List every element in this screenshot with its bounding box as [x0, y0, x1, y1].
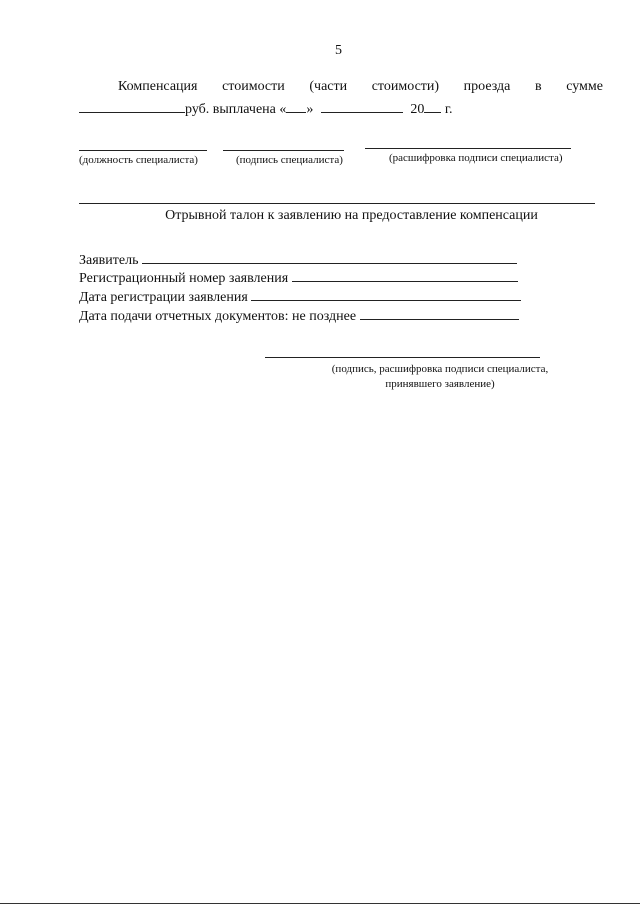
caption-signature: (подпись специалиста): [236, 154, 343, 166]
applicant-label: Заявитель: [79, 253, 139, 268]
word: сумме: [566, 79, 603, 94]
receiver-signature-line[interactable]: [265, 357, 540, 358]
word: стоимости: [222, 79, 285, 94]
report-docs-deadline-label: Дата подачи отчетных документов: не позднее: [79, 309, 357, 324]
position-signature-line[interactable]: [79, 150, 207, 151]
word: проезда: [463, 79, 511, 94]
report-docs-deadline-blank[interactable]: [360, 307, 519, 320]
rub-paid-label: руб. выплачена «: [185, 102, 287, 117]
receiver-caption-line-2: принявшего заявление): [385, 378, 495, 390]
quote-close: »: [306, 102, 314, 117]
year-suffix: г.: [444, 102, 453, 117]
word: Компенсация: [118, 79, 198, 94]
receiver-caption-line-1: (подпись, расшифровка подписи специалиста,: [331, 363, 549, 375]
compensation-line-2: [79, 100, 453, 118]
applicant-blank[interactable]: [142, 251, 517, 264]
tear-off-separator: [79, 203, 595, 204]
tear-off-title: Отрывной талон к заявлению на предоставление компенсации: [165, 208, 538, 223]
registration-date-blank[interactable]: [251, 288, 521, 301]
registration-number-label: Регистрационный номер заявления: [79, 271, 289, 286]
compensation-line-1: [118, 79, 603, 95]
day-blank[interactable]: [286, 100, 306, 113]
word: (части: [309, 79, 348, 94]
amount-blank[interactable]: [79, 100, 185, 113]
decoding-signature-line[interactable]: [365, 148, 571, 149]
page-number: 5: [335, 43, 342, 58]
applicant-field: [79, 251, 517, 269]
registration-date-label: Дата регистрации заявления: [79, 290, 248, 305]
registration-date-field: [79, 288, 521, 306]
registration-number-field: [79, 269, 518, 287]
word: стоимости): [371, 79, 440, 94]
word: в: [534, 79, 542, 94]
caption-position: (должность специалиста): [79, 154, 198, 166]
month-blank[interactable]: [321, 100, 403, 113]
registration-number-blank[interactable]: [292, 269, 518, 282]
report-docs-deadline-field: [79, 307, 519, 325]
year-blank[interactable]: [424, 100, 441, 113]
page-bottom-edge: [0, 903, 640, 904]
specialist-signature-line[interactable]: [223, 150, 344, 151]
year-prefix: 20: [410, 102, 425, 117]
caption-decoding: (расшифровка подписи специалиста): [389, 152, 563, 164]
